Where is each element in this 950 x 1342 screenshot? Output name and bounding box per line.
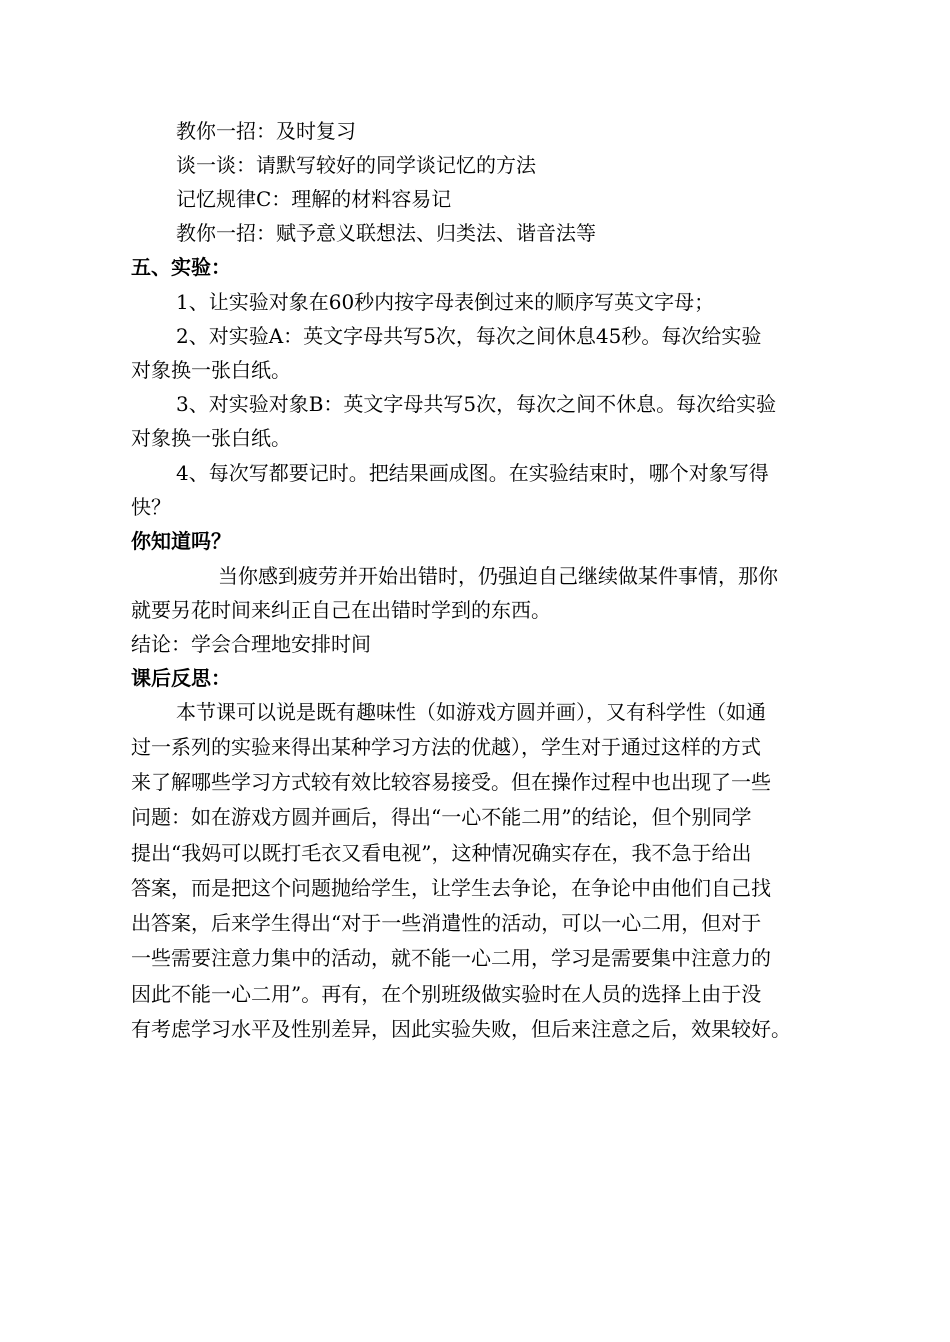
experiment-step-3-line-1: 3、对实验对象B：英文字母共写5次，每次之间不休息。每次给实验: [176, 392, 777, 416]
experiment-step-2-line-2: 对象换一张白纸。: [131, 358, 291, 382]
reflection-line: 因此不能一心二用”。再有，在个别班级做实验时在人员的选择上由于没: [131, 982, 762, 1006]
memory-rule-c-line: 记忆规律C：理解的材料容易记: [176, 187, 452, 211]
reflection-line: 过一系列的实验来得出某种学习方法的优越），学生对于通过这样的方式: [131, 735, 761, 759]
tip-review-line: 教你一招：及时复习: [176, 119, 356, 143]
reflection-line: 一些需要注意力集中的活动，就不能一心二用，学习是需要集中注意力的: [131, 946, 771, 970]
talk-memory-line: 谈一谈：请默写较好的同学谈记忆的方法: [176, 153, 536, 177]
experiment-step-1: 1、让实验对象在60秒内按字母表倒过来的顺序写英文字母；: [176, 290, 715, 314]
did-you-know-heading: 你知道吗？: [131, 529, 231, 553]
reflection-line: 问题：如在游戏方圆并画后，得出“一心不能二用”的结论，但个别同学: [131, 805, 752, 829]
experiment-step-2-line-1: 2、对实验A：英文字母共写5次，每次之间休息45秒。每次给实验: [176, 324, 762, 348]
did-you-know-line-1: 当你感到疲劳并开始出错时，仍强迫自己继续做某件事情，那你: [218, 564, 778, 588]
conclusion-line: 结论：学会合理地安排时间: [131, 632, 371, 656]
reflection-line: 答案，而是把这个问题抛给学生，让学生去争论，在争论中由他们自己找: [131, 876, 771, 900]
reflection-line: 来了解哪些学习方式较有效比较容易接受。但在操作过程中也出现了一些: [131, 770, 771, 794]
reflection-line: 提出“我妈可以既打毛衣又看电视”，这种情况确实存在，我不急于给出: [131, 841, 752, 865]
reflection-line: 出答案，后来学生得出“对于一些消遣性的活动，可以一心二用，但对于: [131, 911, 762, 935]
did-you-know-line-2: 就要另花时间来纠正自己在出错时学到的东西。: [131, 598, 551, 622]
reflection-line: 有考虑学习水平及性别差异，因此实验失败，但后来注意之后，效果较好。: [131, 1017, 791, 1041]
reflection-line: 本节课可以说是既有趣味性（如游戏方圆并画），又有科学性（如通: [176, 700, 766, 724]
tip-association-line: 教你一招：赋予意义联想法、归类法、谐音法等: [176, 221, 596, 245]
experiment-heading: 五、实验：: [131, 255, 231, 279]
experiment-step-4-line-1: 4、每次写都要记时。把结果画成图。在实验结束时，哪个对象写得: [176, 461, 769, 485]
reflection-heading: 课后反思：: [131, 666, 231, 690]
experiment-step-4-line-2: 快？: [131, 495, 171, 519]
experiment-step-3-line-2: 对象换一张白纸。: [131, 426, 291, 450]
